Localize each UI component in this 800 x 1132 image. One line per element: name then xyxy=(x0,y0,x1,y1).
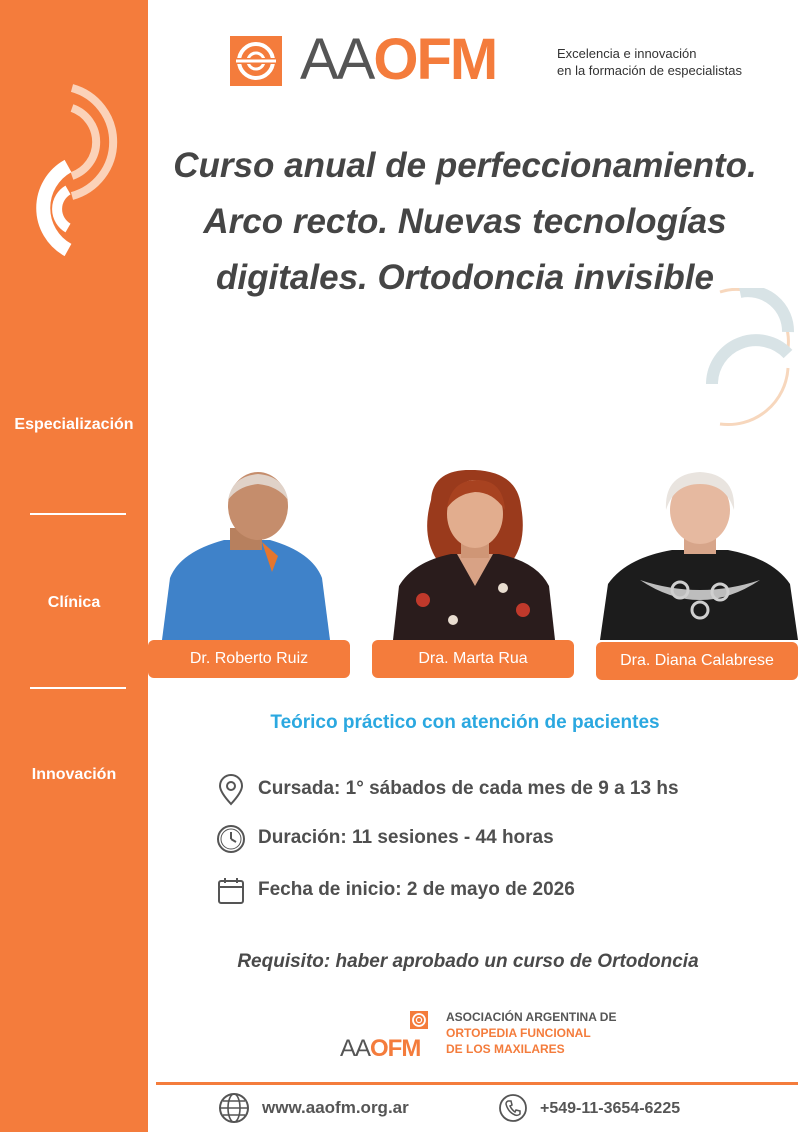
detail-text: Cursada: 1° sábados de cada mes de 9 a 13 hs xyxy=(258,778,679,799)
clock-icon xyxy=(216,823,246,855)
logo-mark-icon xyxy=(230,36,282,86)
detail-text: Fecha de inicio: 2 de mayo de 2026 xyxy=(258,879,575,900)
detail-text: Duración: 11 sesiones - 44 horas xyxy=(258,827,554,848)
sidebar-divider xyxy=(30,513,126,515)
sidebar-item-especializacion: Especialización xyxy=(14,416,134,433)
course-subtitle: Teórico práctico con atención de pacientes xyxy=(270,712,660,733)
calendar-icon xyxy=(216,875,246,907)
phone-number[interactable]: +549-11-3654-6225 xyxy=(540,1100,681,1117)
sidebar-item-clinica: Clínica xyxy=(47,594,101,611)
phone-icon xyxy=(498,1092,528,1124)
instructor-name: Dr. Roberto Ruiz xyxy=(148,640,350,678)
instructor-photo xyxy=(600,470,798,640)
footer-phone[interactable] xyxy=(498,1092,718,1124)
instructor-photo xyxy=(393,470,555,640)
sidebar-item-innovacion: Innovación xyxy=(31,766,117,783)
brand-tagline: Excelencia e innovación en la formación de especialistas xyxy=(557,46,742,78)
association-logo xyxy=(340,1008,640,1064)
decorative-arcs-icon xyxy=(700,288,796,433)
globe-icon xyxy=(218,1092,250,1124)
sidebar xyxy=(0,0,148,1132)
association-name-line: ORTOPEDIA FUNCIONAL xyxy=(446,1026,591,1040)
association-name-line: DE LOS MAXILARES xyxy=(446,1042,565,1056)
logo-mark-icon xyxy=(410,1011,428,1029)
sidebar-divider xyxy=(30,687,126,689)
instructor-name: Dra. Diana Calabrese xyxy=(596,642,798,680)
brand-name: AAOFM xyxy=(300,27,497,92)
decorative-arcs-icon xyxy=(14,78,124,258)
association-brand-name: AAOFM xyxy=(340,1035,421,1062)
website-link[interactable]: www.aaofm.org.ar xyxy=(262,1098,409,1117)
course-title: Curso anual de perfeccionamiento. Arco recto. Nuevas tecnologías digitales. Ortodoncia invisible xyxy=(173,146,757,297)
location-pin-icon xyxy=(216,774,246,806)
footer-website[interactable] xyxy=(218,1092,458,1124)
footer-divider xyxy=(156,1082,798,1085)
association-name-line: ASOCIACIÓN ARGENTINA DE xyxy=(446,1010,617,1024)
instructor-name: Dra. Marta Rua xyxy=(372,640,574,678)
instructor-photo xyxy=(162,470,332,640)
requisite-text: Requisito: haber aprobado un curso de Ortodoncia xyxy=(237,951,699,972)
